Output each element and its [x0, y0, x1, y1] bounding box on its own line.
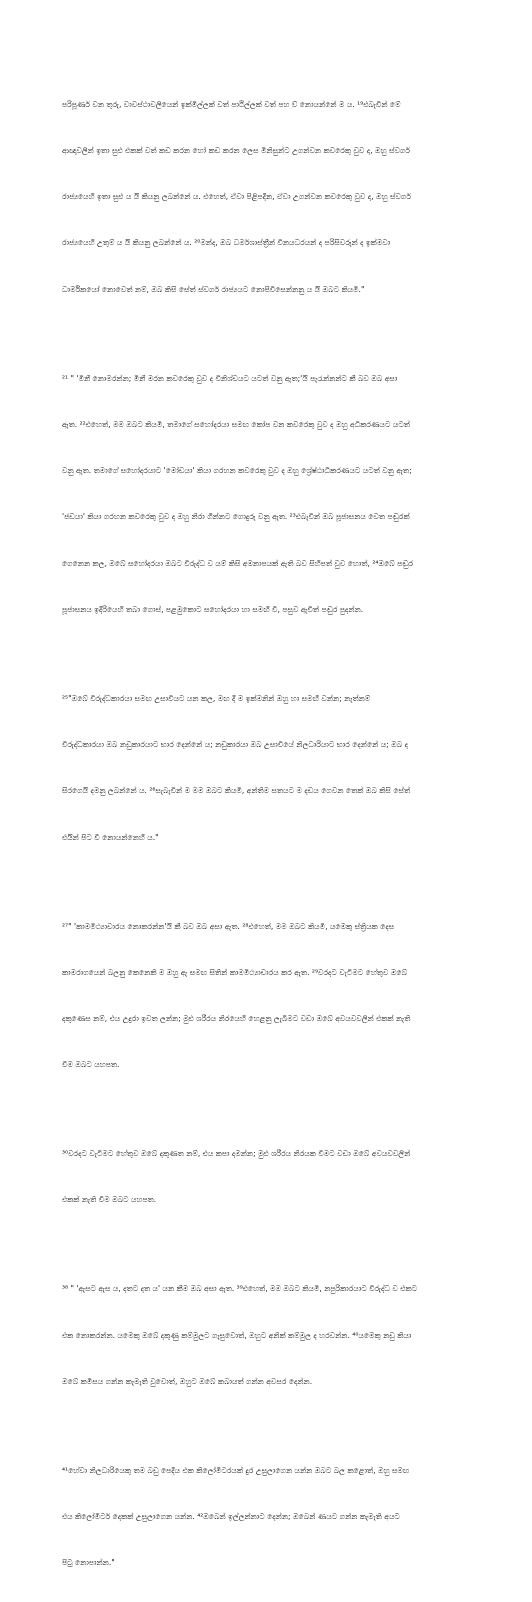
paragraph-7	[62, 1432, 476, 1601]
text-line: පරිපූර්ණ වන තුරු, වාවස්ථාවලියෙන් ඉක්මිල්ලක් වත් පාඨිල්ලක් වත් පහ ව් නොයන්නේ ම ය. ¹⁹එබැවින් මේ	[62, 99, 401, 109]
paragraph-4	[62, 888, 476, 1104]
paragraph-2	[62, 340, 476, 648]
text-line: ²⁷" 'කාමමිථ්‍යාචාරය නොකරන්න'යි කී බව ඔබ අසා ඇත. ²⁸එහෙත්, මම ඔබට කියමි, යමෙකු ස්ත්‍රියක දෙස	[62, 921, 395, 931]
text-line: සිරගෙයි දමනු ලබන්නේ ය. ²⁶සැබැවින් ම මම ඔබට කියමි, අන්තිම සතයට ම දඩය ගෙවන තෙක් ඔබ කිසි සේත්	[62, 786, 411, 796]
paragraph-6	[62, 1251, 476, 1420]
text-line: ආඥාවලින් ඉතා සුළු එකක් වත් කඩ කරන හෝ කඩ කරන ලෙස මිනිසුන්ට උගන්වන කවරෙකු වුව ද, ඔහු ස්වර්ග	[62, 146, 410, 156]
text-line: එක නොකරන්න. යමෙකු ඔබේ දකුණු කම්මුලට ගැසුවොත්, ඔහුට අනික් කම්මුල ද හරවන්න. ⁴⁰යමෙකු නඩු කියා	[62, 1330, 412, 1340]
text-line: ධාර්මිකයෝ නොවෙත් නම්, ඔබ කිසි සේත් ස්වර්ග රාජ්‍යයට නොපිවිසෙන්නනු ය යි ඔබට කියමි."	[62, 284, 365, 294]
text-line: කාමරාගයෙන් බලනු කෙනෙකි ම ඔහු ඇ සමඟ සිතින් කාමමිථ්‍යාචාරය කර ඇත. ²⁹වරදට වැටීමට හේතුව ඔබේ	[62, 967, 408, 977]
text-line: රාජ්‍යයෙහි උතුම් ය යි කියනු ලබන්නේ ය. ²⁰මන්ද, ඔබ ධර්මශාස්ත්‍රීන් විනයධරයන් ද පරිසිවරුන් ද ඉක්මවා	[62, 238, 391, 248]
text-line: දකුණෙස නම්, එය උදුරා ඉවත ලන්න; මුළු ශරීරය නිරයෙහි හෙළනු ලැබීමට වඩා ඔබේ අවයවවලින් එකක් නැති	[62, 1013, 411, 1023]
text-line: ⁴¹හේවා නිලධාරියෙකු තම බඩු පෙදිය එක කිලෝමීටරයක් දුර උසුලාගෙන යන්න ඔබට බල කළොත්, ඔහු සමඟ	[62, 1465, 410, 1475]
text-line: ³⁰වරදට වැටීමට හේතුව ඔබේ දකුණත නම්, එය කපා දමන්න; මුළු ශරීරය නිරයක වීමට වඩා ඔබේ අවයවවලින්	[62, 1149, 411, 1159]
text-line: පූජාසනය ඉදිරියෙහි තබා ගොස්, පළමුකොට සහෝදරයා හා සමඟි වී, පසුව ඇවිත් පඬුර පුදන්න.	[62, 604, 364, 614]
text-line: ³⁸ " 'ඇසට ඇස ය, දතට දත ය' යන කීම ඔබ අසා ඇත. ³⁹එහෙත්, මම ඔබට කියමි, නපුරිකාරයාට විරුද්ධ ව එකට	[62, 1284, 418, 1294]
text-line: ²¹ " 'මිනී නොමරන්න; මිනී මරන කවරෙකු වුව ද විනිශ්චයට යටත් වනු ඇත;'යි පැරැන්නන්ට කී බව ඔබ අසා	[62, 373, 398, 383]
text-line: වනු ඇත. තමාගේ සහෝදරයාට 'මෝඩයා' කියා ගරහන කවරෙකු වුව ද ඔහු ශ්‍රේෂ්ඨාධිකරණයට යටත් වනු ඇත;	[62, 466, 412, 476]
paragraph-1	[62, 66, 476, 328]
text-line: ²⁵"ඔබේ විරුද්ධකාරයා සමඟ උසාවියට යන කල, මඟ දී ම ඉක්මනින් ඔහු හා සමඟි වන්න; නැත්නම්	[62, 693, 371, 703]
text-line: ගෙනෙන කල, ඔබේ සහෝදරයා ඔබට විරුද්ධ ව යම් කිසි අමනාපයක් ඇති බව සිහිපත් වුව හොත්, ²⁴ඔබේ පඬුර	[62, 558, 414, 568]
paragraph-3	[62, 660, 476, 876]
text-line: ඇත. ²²එහෙත්, මම ඔබට කියමි, තමාගේ සහෝදරයා සමඟ කෝප වන කවරෙකු වුව ද ඔහු අධිකරණයට යටත්	[62, 419, 410, 429]
text-line: පිටු නොපාන්න."	[62, 1558, 115, 1568]
text-line: වීම ඔබට යහපත.	[62, 1060, 120, 1070]
text-line: 'ජඩයා' කියා ගරහන කවරෙකු වුව ද ඔහු නිරා ගින්නට ගොදුරු වනු ඇත. ²³එබැවින් ඔබ පූජාසනය වෙත පඬුරක්	[62, 512, 410, 522]
text-line: විරුද්ධකාරයා ඔබ නඩුකාරයාට භාර දෙන්නේ ය; නඩුකාරයා ඔබ උසාවියේ නිලධාරියාට භාර දෙන්නේ ය; ඔබ ද	[62, 740, 408, 750]
text-line: රාජ්‍යයෙහි ඉතා සුළු ය යි කියනු ලබන්නේ ය. එහෙත්, ඒවා පිළිපදින, ඒවා උගන්වන කවරෙකු වුව ද, ඔහු ස්වර්ග	[62, 192, 411, 202]
text-line: එය කිලෝමීටර් දෙකක් උසුලාගෙන යන්න. ⁴²ඔබෙන් ඉල්ලන්නාට දෙන්න; ඔබෙන් ණයට ගන්න කැමැති අයට	[62, 1512, 400, 1522]
paragraph-5	[62, 1115, 476, 1238]
text-line: ඔබේ කමිසය ගන්න කැමැති වුවොත්, ඔහුට ඔබේ කබායත් ගන්න අවසර දෙන්න.	[62, 1376, 313, 1386]
text-line: එකක් නැති වීම ඔබට යහපත.	[62, 1195, 157, 1205]
text-line: එයින් පිට වී නොයන්නෙහි ය."	[62, 832, 159, 842]
